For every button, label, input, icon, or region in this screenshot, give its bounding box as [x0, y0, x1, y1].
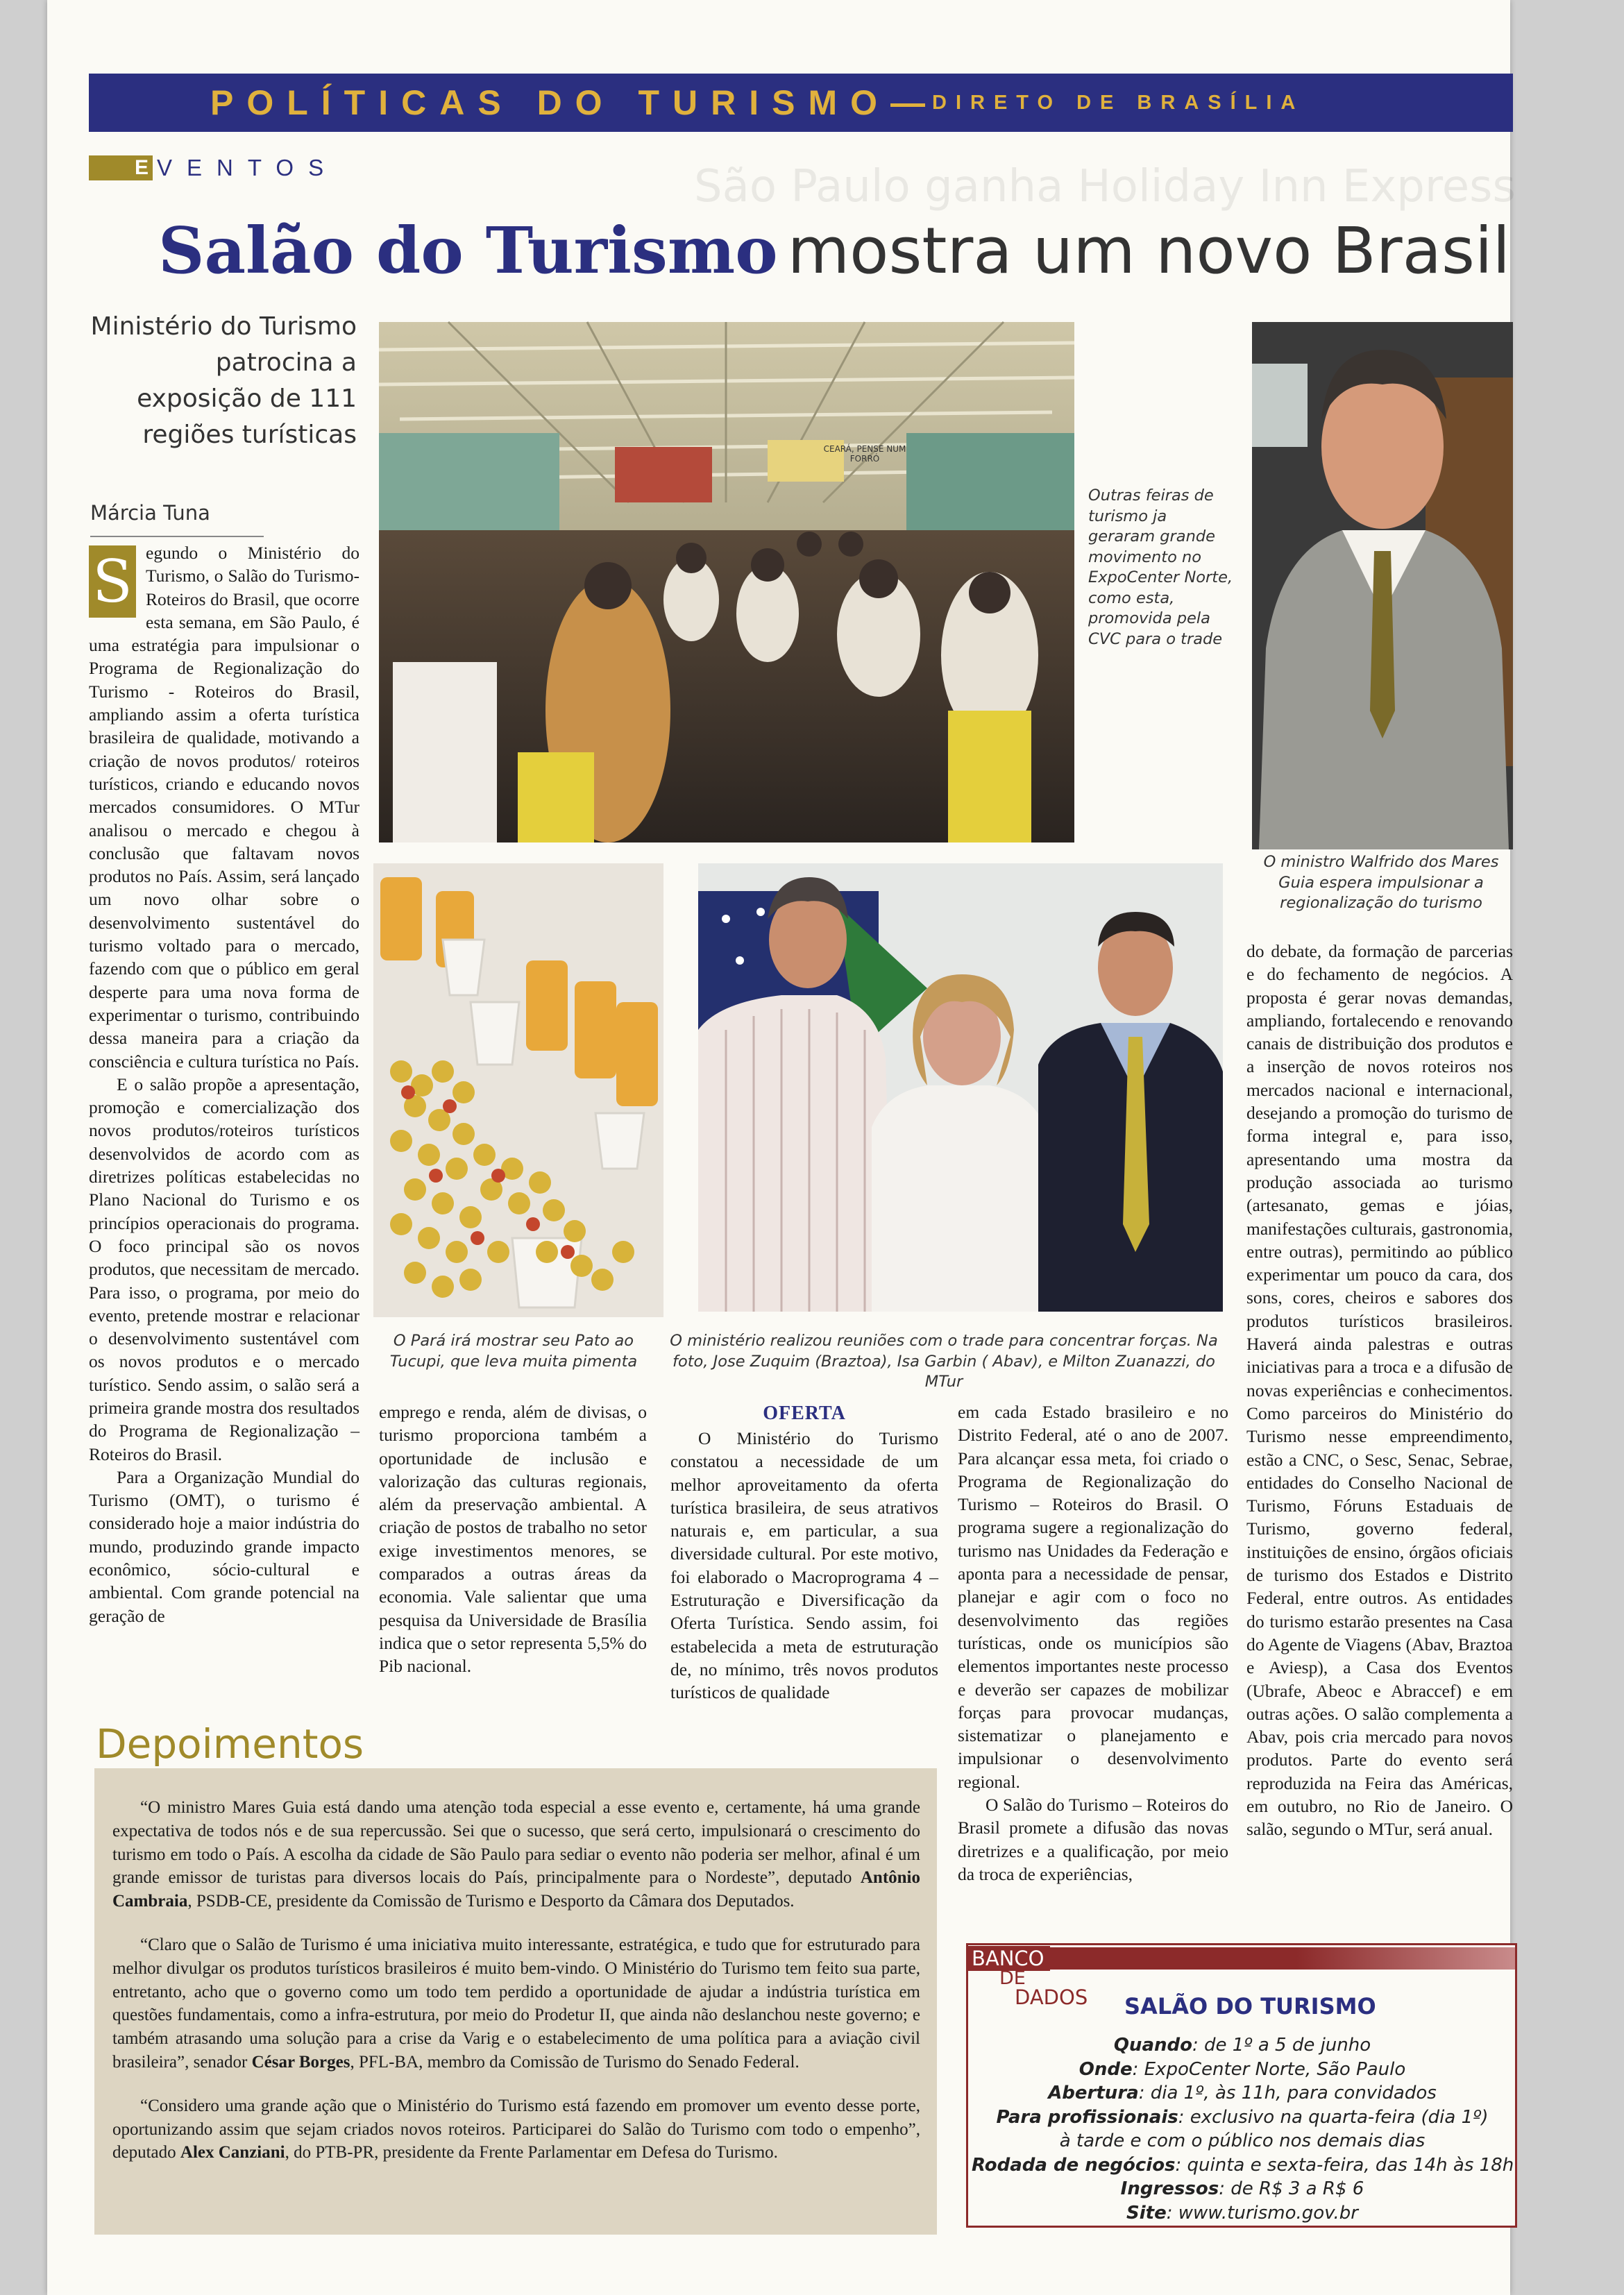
testimonial: “Claro que o Salão de Turismo é uma iniciativa muito interessante, estratégica, e tudo que for estruturado para melhor divulgar os produtos turísticos brasileiros é muito bem-vindo. O Ministério do Turismo tem feito sua parte, entretanto, acho que o governo como um todo tem perdido a oportunidade de ajudar a indústria turística em questões fundamentais, como a infra-estrutura, por meio do Prodetur II, que ainda não deslanchou neste governo; e também atrasando uma solução para a crise da Varig e o estabelecimento de uma política para a aviação civil brasileira”, senador César Borges, PFL-BA, membro da Comissão de Turismo do Senado Federal. [112, 1935, 920, 2072]
depoimentos-title: Depoimentos [96, 1720, 364, 1768]
event-detail: Rodada de negócios: quinta e sexta-feira, das 14h às 18h [972, 2154, 1514, 2176]
headline [158, 205, 1511, 295]
depoimentos-text [112, 1796, 920, 2226]
banner-dash: — [890, 83, 925, 122]
para-food-photo [373, 863, 663, 1317]
para-food-illustration [373, 863, 663, 1317]
headline-rest: mostra um novo Brasil [787, 214, 1511, 288]
meeting-photo [698, 863, 1223, 1312]
minister-portrait-photo [1252, 322, 1513, 849]
paragraph: Para a Organização Mundial do Turismo (OMT), o turismo é considerado hoje a maior indústria do mundo, produzindo grande impacto econômico, sócio-cultural e ambiental. Com grande potencial na geração de [89, 1466, 360, 1626]
paragraph: do debate, da formação de parcerias e do fechamento de negócios. A proposta é gerar novas demandas, ampliando, fortalecendo e renovando canais de distribuição dos produtos e a inserção de novos roteiros nos mercados nacional e internacional, desejando a promoção do turismo de forma integral e, para isso, apresentando uma mostra da produção associada ao turismo (artesanato, gemas e jóias, manifestações culturais, gastronomia, entre outras), permitindo ao público experimentar um pouco da cara, dos sons, cores, cheiros e sabores dos produtos turísticos brasileiros. Haverá ainda palestras e outras iniciativas para a troca e a difusão de novas experiências e conhecimentos. Como parceiros do Ministério do Turismo nesse empreendimento, estão a CNC, o Sesc, Senac, Sebrae, entidades do Conselho Nacional de Turismo, Fóruns Estaduais de Turismo, governo federal, instituições de ensino, órgãos oficiais de turismo dos Estados e Distrito Federal, entre outros. As entidades do turismo estarão presentes na Casa do Agente de Viagens (Abav, Braztoa e Aviesp), a Casa dos Eventos (Ubrafe, Abeoc e Abraccef) e em outras ações. O salão complementa a Abav, pois cria mercado para novos produtos. Parte do evento será reproduzida na Feira das Américas, em outubro, no Rio de Janeiro. O salão, segundo o MTur, será anual. [1246, 941, 1513, 1840]
caption-minister: O ministro Walfrido dos Mares Guia espera impulsionar a regionalização do turismo [1263, 853, 1499, 912]
article-column-4 [958, 1400, 1228, 1900]
subheading-oferta: OFERTA [763, 1403, 846, 1424]
paragraph: em cada Estado brasileiro e no Distrito Federal, até o ano de 2007. Para alcançar essa meta, foi criado o Programa de Regionalização do Turismo – Roteiros do Brasil. O programa sugere a regionalização do turismo nas Unidades da Federação e aponta para a necessidade de pensar, planejar e agir com o foco no desenvolvimento das regiões turísticas, onde os municípios são elementos importantes neste processo e deverão ser capazes de mobilizar forças para provocar mudanças, sistematizar o planejamento e impulsionar o desenvolvimento regional. [958, 1402, 1228, 1792]
drop-cap: S [89, 545, 136, 618]
section-tag-initial: E [89, 155, 153, 180]
testimonial: “Considero uma grande ação que o Ministério do Turismo está fazendo em promover um evento desse porte, oportunizando assim que sejam criados novos roteiros. Participarei do Salão do Turismo com todo o empenho”, deputado Alex Canziani, do PTB-PR, presidente da Frente Parlamentar em Defesa do Turismo. [112, 2096, 920, 2162]
article-column-1 [89, 541, 360, 1626]
caption-para: O Pará irá mostrar seu Pato ao Tucupi, que leva muita pimenta [389, 1332, 638, 1371]
event-details-list [972, 2033, 1513, 2225]
section-tag [89, 154, 338, 182]
testimonial-author: Antônio Cambraia [112, 1868, 920, 1911]
caption-fair: Outras feiras de turismo ja geraram grande movimento no ExpoCenter Norte, como esta, promovida pela CVC para o trade [1088, 486, 1233, 648]
paragraph: O Ministério do Turismo constatou a necessidade de um melhor aproveitamento da oferta turística brasileira, de seus atrativos naturais e, em particular, a sua diversidade cultural. Por este motivo, foi elaborado o Macroprograma 4 – Estruturação e Diversificação da Oferta Turística. Sendo assim, foi estabelecida a meta de estruturação de, no mínimo, três novos produtos turísticos de qualidade [670, 1428, 938, 1703]
event-detail: Onde: ExpoCenter Norte, São Paulo [1079, 2058, 1406, 2080]
banner-title: POLÍTICAS DO TURISMO [210, 83, 890, 122]
paragraph: O Salão do Turismo – Roteiros do Brasil promete a difusão das novas diretrizes e a qualificação, por meio da troca de experiências, [958, 1795, 1228, 1884]
fair-crowd-photo [379, 322, 1074, 842]
testimonial: “O ministro Mares Guia está dando uma atenção toda especial a esse evento e, certamente, há uma grande expectativa de todos nós e de sua repercussão. Sei que o sucesso, que será certo, impulsionará o crescimento do turismo em todo o País. A escolha da cidade de São Paulo para sediar o evento não poderia ser melhor, afinal é um grande emissor de turistas para diversos locais do País, principalmente para o Nordeste”, deputado Antônio Cambraia, PSDB-CE, presidente da Comissão de Turismo e Desporto da Câmara dos Deputados. [112, 1798, 920, 1911]
article-column-5 [1246, 940, 1513, 1911]
testimonial-author: César Borges [251, 2052, 350, 2072]
article-column-3 [670, 1400, 938, 1706]
section-banner [89, 74, 1513, 132]
event-detail: Site: www.turismo.gov.br [1126, 2202, 1358, 2224]
event-detail: à tarde e com o público nos demais dias [1059, 2131, 1426, 2151]
banner-subtitle: DIRETO DE BRASÍLIA [932, 91, 1305, 114]
article-column-2 [379, 1400, 647, 1706]
deck-subtitle: Ministério do Turismo patrocina a exposição de 111 regiões turísticas [90, 312, 357, 449]
event-detail: Abertura: dia 1º, às 11h, para convidados [1048, 2083, 1437, 2103]
paragraph: E o salão propõe a apresentação, promoção e comercialização dos novos produtos/roteiros turísticos desenvolvidos de acordo com as diretrizes políticas estabelecidas no Plano Nacional do Turismo e os princípios operacionais do programa. O foco principal são os novos produtos, que necessitam de mercado. Para isso, o programa, por meio do evento, pretende mostrar e relacionar o desenvolvimento sustentável com os novos produtos e o mercado turístico. Sendo assim, o salão será a primeira grande mostra dos resultados do Programa de Regionalização – Roteiros do Brasil. [89, 1074, 360, 1464]
event-detail: Para profissionais: exclusivo na quarta-feira (dia 1º) [996, 2106, 1489, 2128]
event-detail: Ingressos: de R$ 3 a R$ 6 [1120, 2178, 1364, 2199]
headline-bold: Salão do Turismo [158, 213, 778, 288]
meeting-illustration [698, 863, 1223, 1312]
bleed-through-headline: São Paulo ganha Holiday Inn Express [694, 161, 1516, 212]
caption-meeting: O ministério realizou reuniões com o trade para concentrar forças. Na foto, Jose Zuquim (Braztoa), Isa Garbin ( Abav), e Milton Zuanazzi, do MTur [670, 1332, 1218, 1391]
byline: Márcia Tuna [90, 501, 210, 525]
paragraph: emprego e renda, além de divisas, o turismo proporciona também a oportunidade de inclusão e valorização das culturas regionais, além da preservação ambiental. A criação de postos de trabalho no setor exige investimentos menores, se comparados a outras áreas da economia. Vale salientar que uma pesquisa da Universidade de Brasília indica que o setor representa 5,5% do Pib nacional. [379, 1402, 647, 1677]
event-detail: Quando: de 1º a 5 de junho [1113, 2035, 1371, 2056]
testimonial-author: Alex Canziani [180, 2143, 285, 2162]
photo-sign: CEARÁ, PENSE NUM FORRÓ [823, 444, 906, 464]
fair-crowd-illustration [379, 322, 1074, 842]
paragraph: egundo o Ministério do Turismo, o Salão do Turismo-Roteiros do Brasil, que ocorre esta semana, em São Paulo, é uma estratégia para impulsionar o Programa de Regionalização do Turismo - Roteiros do Brasil, ampliando assim a oferta turística brasileira de qualidade, motivando a criação de novos produtos/ roteiros turísticos, criando e educando novos mercados consumidores. O MTur analisou o mercado e chegou à conclusão que faltavam novos produtos no País. Assim, será lançado um novo olhar sobre o desenvolvimento sustentável do turismo voltado para o mercado, fazendo com que o público em geral desperte para uma nova forma de experimentar o turismo, contribuindo dessa maneira para a criação da consciência e cultura turística no País. [89, 543, 360, 1072]
section-tag-rest: VENTOS [157, 155, 339, 180]
banco-de-dados-label: BANCO DE DADOS [966, 1946, 1098, 2008]
byline-rule [90, 536, 264, 537]
banco-de-dados-title: SALÃO DO TURISMO [1124, 1993, 1376, 2019]
minister-portrait-illustration [1252, 322, 1513, 849]
